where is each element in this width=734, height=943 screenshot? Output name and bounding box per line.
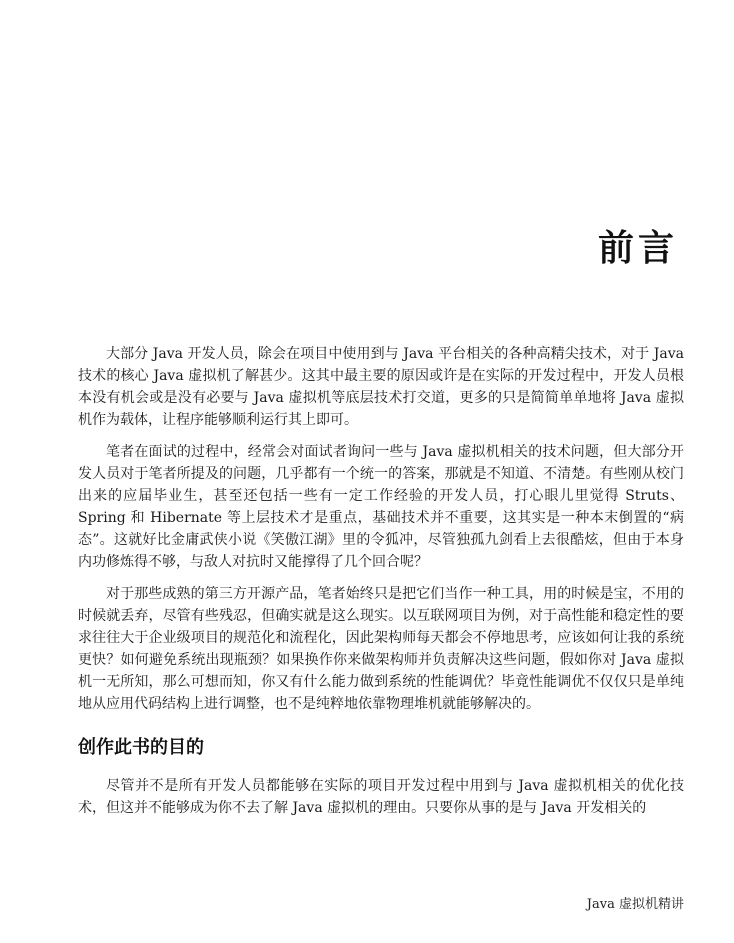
paragraph-2: 笔者在面试的过程中，经常会对面试者询问一些与 Java 虚拟机相关的技术问题，但大部分开发人员对于笔者所提及的问题，几乎都有一个统一的答案，那就是不知道、不清楚。有些刚从校门出来的应届毕业生，甚至还包括一些有一定工作经验的开发人员，打心眼儿里觉得 Struts、Spring 和 Hibernate 等上层技术才是重点，基础技术并不重要，这其实是一种本末倒置的“病态”。这就好比金庸武侠小说《笑傲江湖》里的令狐冲，尽管独孤九剑看上去很酷炫，但由于本身内功修炼得不够，与敌人对抗时又能撑得了几个回合呢？ [78, 444, 684, 570]
body-text [78, 343, 684, 829]
section-heading: 创作此书的目的 [78, 737, 204, 758]
section-paragraph-1: 尽管并不是所有开发人员都能够在实际的项目开发过程中用到与 Java 虚拟机相关的优化技术，但这并不能够成为你不去了解 Java 虚拟机的理由。只要你从事的是与 Java 开发相关的 [78, 778, 684, 816]
running-footer: Java 虚拟机精讲 [586, 897, 684, 912]
paragraph-3: 对于那些成熟的第三方开源产品，笔者始终只是把它们当作一种工具，用的时候是宝，不用的时候就丢弃，尽管有些残忍，但确实就是这么现实。以互联网项目为例，对于高性能和稳定性的要求往往大于企业级项目的规范化和流程化，因此架构师每天都会不停地思考，应该如何让我的系统更快？如何避免系统出现瓶颈？如果换作你来做架构师并负责解决这些问题，假如你对 Java 虚拟机一无所知，那么可想而知，你又有什么能力做到系统的性能调优？毕竟性能调优不仅仅只是单纯地从应用代码结构上进行调整，也不是纯粹地依靠物理堆机就能够解决的。 [78, 586, 684, 712]
page-title: 前言 [597, 228, 678, 269]
paragraph-1: 大部分 Java 开发人员，除会在项目中使用到与 Java 平台相关的各种高精尖技术，对于 Java 技术的核心 Java 虚拟机了解甚少。这其中最主要的原因或许是在实际的开发过程中，开发人员根本没有机会或是没有必要与 Java 虚拟机等底层技术打交道，更多的只是简简单单地将 Java 虚拟机作为载体，让程序能够顺利运行其上即可。 [78, 346, 684, 428]
